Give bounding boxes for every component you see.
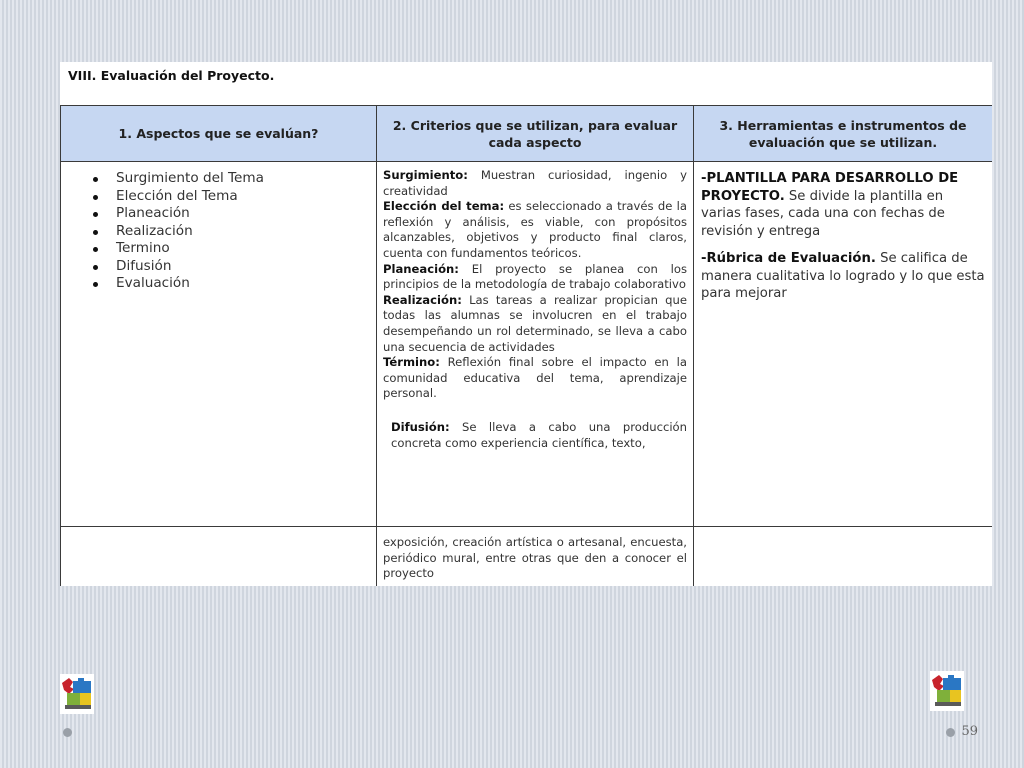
aspects-list bbox=[61, 162, 376, 293]
list-item: Realización bbox=[91, 223, 376, 241]
criterion-text: Se lleva a cabo una producción concreta como experiencia científica, texto, bbox=[391, 419, 687, 450]
table-header-row bbox=[61, 106, 993, 162]
tools-text bbox=[694, 162, 992, 303]
page-number: 59 bbox=[961, 724, 978, 739]
criterion-paragraph bbox=[383, 168, 687, 199]
evaluation-table bbox=[60, 105, 992, 586]
criterion-text: es seleccionado a través de la reflexión y análisis, es viable, con propósitos alcanzables, objetivos y producto final claros, cuenta con fundamentos teóricos. bbox=[383, 199, 688, 260]
criteria-cell bbox=[377, 162, 694, 527]
column-header-tools: 3. Herramientas e instrumentos de evaluación que se utilizan. bbox=[694, 106, 993, 162]
criterion-label: Surgimiento: bbox=[383, 168, 468, 182]
criterion-paragraph bbox=[383, 262, 687, 293]
criterion-paragraph bbox=[383, 199, 687, 261]
criterion-paragraph bbox=[383, 420, 687, 451]
document-page bbox=[60, 62, 992, 586]
tool-paragraph bbox=[701, 170, 986, 240]
criterion-text: Muestran curiosidad, ingenio y creatividad bbox=[383, 168, 687, 198]
table-row bbox=[61, 162, 993, 527]
tool-paragraph bbox=[701, 250, 986, 303]
criteria-text bbox=[377, 162, 693, 455]
criteria-continued-cell bbox=[377, 527, 694, 587]
tool-text: Se divide la plantilla en varias fases, cada una con fechas de revisión y entrega bbox=[701, 188, 945, 239]
puzzle-icon bbox=[60, 674, 94, 714]
criterion-paragraph bbox=[383, 355, 687, 402]
slide-dot-icon bbox=[63, 728, 72, 737]
aspects-cell bbox=[61, 162, 377, 527]
table-row bbox=[61, 527, 993, 587]
tool-label: -PLANTILLA PARA DESARROLLO DE PROYECTO. bbox=[701, 171, 959, 204]
list-item: Evaluación bbox=[91, 275, 376, 293]
list-item: Surgimiento del Tema bbox=[91, 170, 376, 188]
tool-label: -Rúbrica de Evaluación. bbox=[701, 251, 876, 266]
slide-dot-icon bbox=[946, 728, 955, 737]
criterion-label: Difusión: bbox=[391, 419, 450, 434]
criterion-label: Planeación: bbox=[383, 261, 459, 276]
list-item: Termino bbox=[91, 240, 376, 258]
empty-cell bbox=[694, 527, 993, 587]
criterion-text: El proyecto se planea con los principios de la metodología de trabajo colaborativo bbox=[383, 261, 687, 292]
criterion-label: Elección del tema: bbox=[383, 199, 505, 214]
criteria-continued-text: exposición, creación artística o artesanal, encuesta, periódico mural, entre otras que den a conocer el proyecto bbox=[383, 535, 687, 581]
list-item: Elección del Tema bbox=[91, 188, 376, 206]
tool-text: Se califica de manera cualitativa lo logrado y lo que esta para mejorar bbox=[701, 251, 985, 301]
column-header-criteria: 2. Criterios que se utilizan, para evaluar cada aspecto bbox=[377, 106, 694, 162]
tools-cell bbox=[694, 162, 993, 527]
criterion-text: Las tareas a realizar propician que todas las alumnas se involucren en el trabajo desempeñando un rol determinado, se lleva a cabo una secuencia de actividades bbox=[383, 292, 687, 354]
criterion-label: Término: bbox=[383, 355, 440, 370]
list-item: Planeación bbox=[91, 205, 376, 223]
list-item: Difusión bbox=[91, 258, 376, 276]
section-title: VIII. Evaluación del Proyecto. bbox=[68, 68, 275, 83]
column-header-aspects: 1. Aspectos que se evalúan? bbox=[61, 106, 377, 162]
empty-cell bbox=[61, 527, 377, 587]
criterion-label: Realización: bbox=[383, 292, 462, 307]
criterion-text: Reflexión final sobre el impacto en la comunidad educativa del tema, aprendizaje personal. bbox=[383, 355, 687, 401]
criterion-paragraph bbox=[383, 293, 687, 355]
puzzle-icon bbox=[930, 671, 964, 711]
